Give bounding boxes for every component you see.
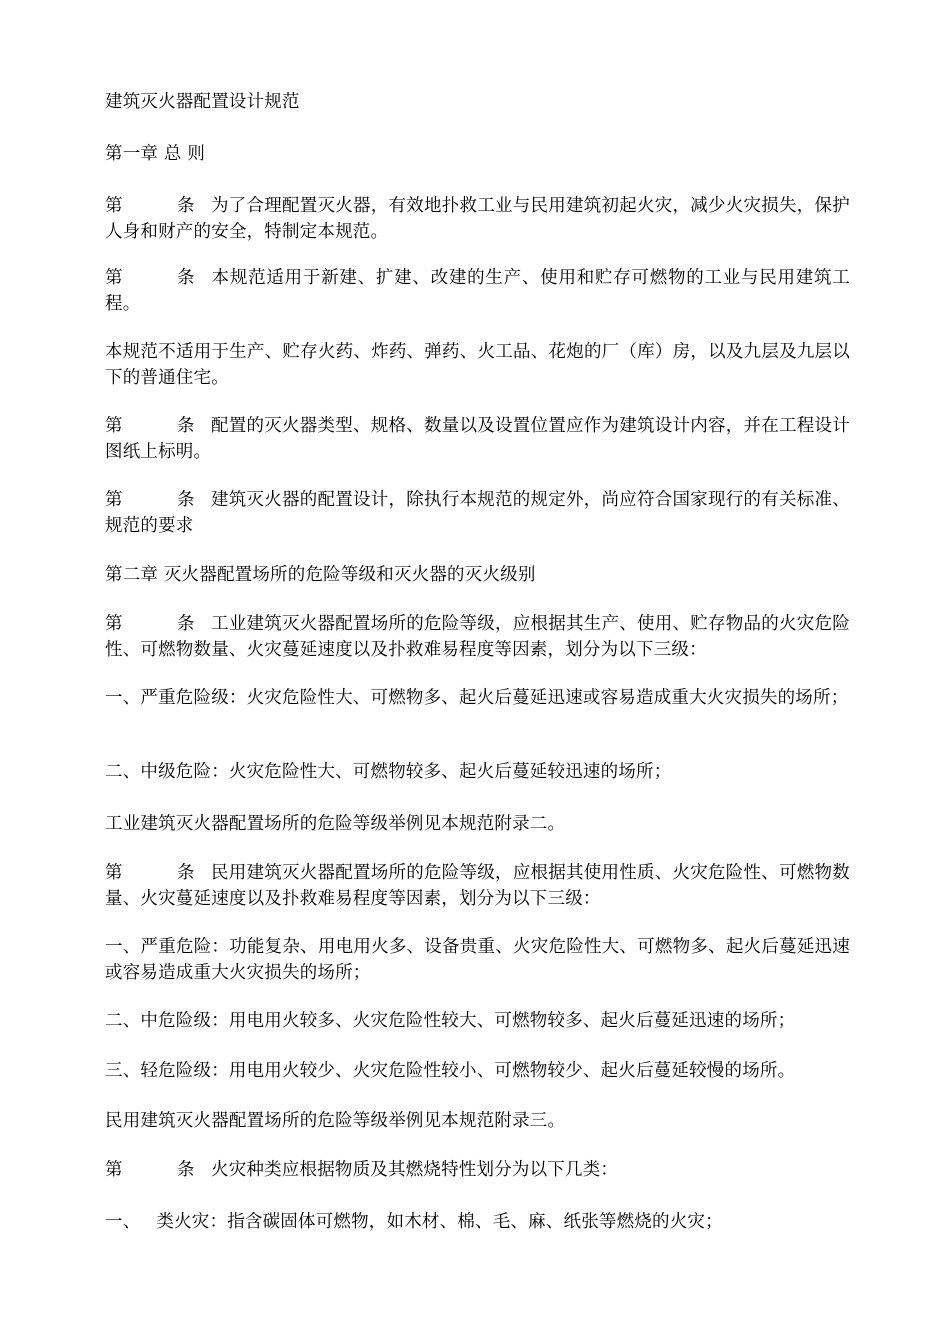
chapter-2-heading: 第二章 灭火器配置场所的危险等级和灭火器的灭火级别 [105,565,536,585]
article-3-label: 第 条 [105,416,195,436]
article-5-item-2: 二、中级危险：火灾危险性大、可燃物较多、起火后蔓延较迅速的场所； [105,762,672,782]
article-6-label: 第 条 [105,863,195,883]
article-7-item-1-text: 类火灾：指含碳固体可燃物，如木材、棉、毛、麻、纸张等燃烧的火灾； [156,1212,723,1232]
article-6-item-1: 一、严重危险：功能复杂、用电用火多、设备贵重、火灾危险性大、可燃物多、起火后蔓延迅速或容易造成重大火灾损失的场所； [105,937,850,983]
article-6-item-3: 三、轻危险级：用电用火较少、火灾危险性较小、可燃物较少、起火后蔓延较慢的场所。 [105,1061,796,1081]
article-5-text: 工业建筑灭火器配置场所的危险等级，应根据其生产、使用、贮存物品的火灾危险性、可燃物数量、火灾蔓延速度以及扑救难易程度等因素，划分为以下三级： [105,614,850,660]
article-1-text: 为了合理配置灭火器，有效地扑救工业与民用建筑初起火灾，减少火灾损失，保护人身和财产的安全，特制定本规范。 [105,196,850,242]
article-5-note: 工业建筑灭火器配置场所的危险等级举例见本规范附录二。 [105,814,566,834]
article-2-note: 本规范不适用于生产、贮存火药、炸药、弹药、火工品、花炮的厂（库）房，以及九层及九层以下的普通住宅。 [105,342,850,388]
article-7 [105,1157,850,1183]
article-6-note: 民用建筑灭火器配置场所的危险等级举例见本规范附录三。 [105,1111,566,1131]
article-3-text: 配置的灭火器类型、规格、数量以及设置位置应作为建筑设计内容，并在工程设计图纸上标明。 [105,416,850,462]
article-4-text: 建筑灭火器的配置设计，除执行本规范的规定外，尚应符合国家现行的有关标准、规范的要求 [105,490,850,536]
article-7-label: 第 条 [105,1160,195,1180]
article-4 [105,487,850,539]
article-3 [105,413,850,465]
article-4-label: 第 条 [105,490,195,510]
article-6-item-2: 二、中危险级：用电用火较多、火灾危险性较大、可燃物较多、起火后蔓延迅速的场所； [105,1011,796,1031]
article-6-text: 民用建筑灭火器配置场所的危险等级，应根据其使用性质、火灾危险性、可燃物数量、火灾蔓延速度以及扑救难易程度等因素，划分为以下三级： [105,863,850,909]
article-2-text: 本规范适用于新建、扩建、改建的生产、使用和贮存可燃物的工业与民用建筑工程。 [105,268,850,314]
article-5-item-1: 一、严重危险级：火灾危险性大、可燃物多、起火后蔓延迅速或容易造成重大火灾损失的场所； [105,688,849,708]
article-5 [105,611,850,663]
chapter-1-heading: 第一章 总 则 [105,144,206,164]
article-2-label: 第 条 [105,268,195,288]
document-title: 建筑灭火器配置设计规范 [105,92,300,112]
article-5-label: 第 条 [105,614,195,634]
article-1-label: 第 条 [105,196,195,216]
article-1 [105,193,850,245]
article-7-item-1 [105,1209,850,1235]
article-6 [105,860,850,912]
article-7-item-1-prefix: 一、 [105,1212,141,1232]
article-2 [105,265,850,317]
article-7-text: 火灾种类应根据物质及其燃烧特性划分为以下几类： [211,1160,619,1180]
